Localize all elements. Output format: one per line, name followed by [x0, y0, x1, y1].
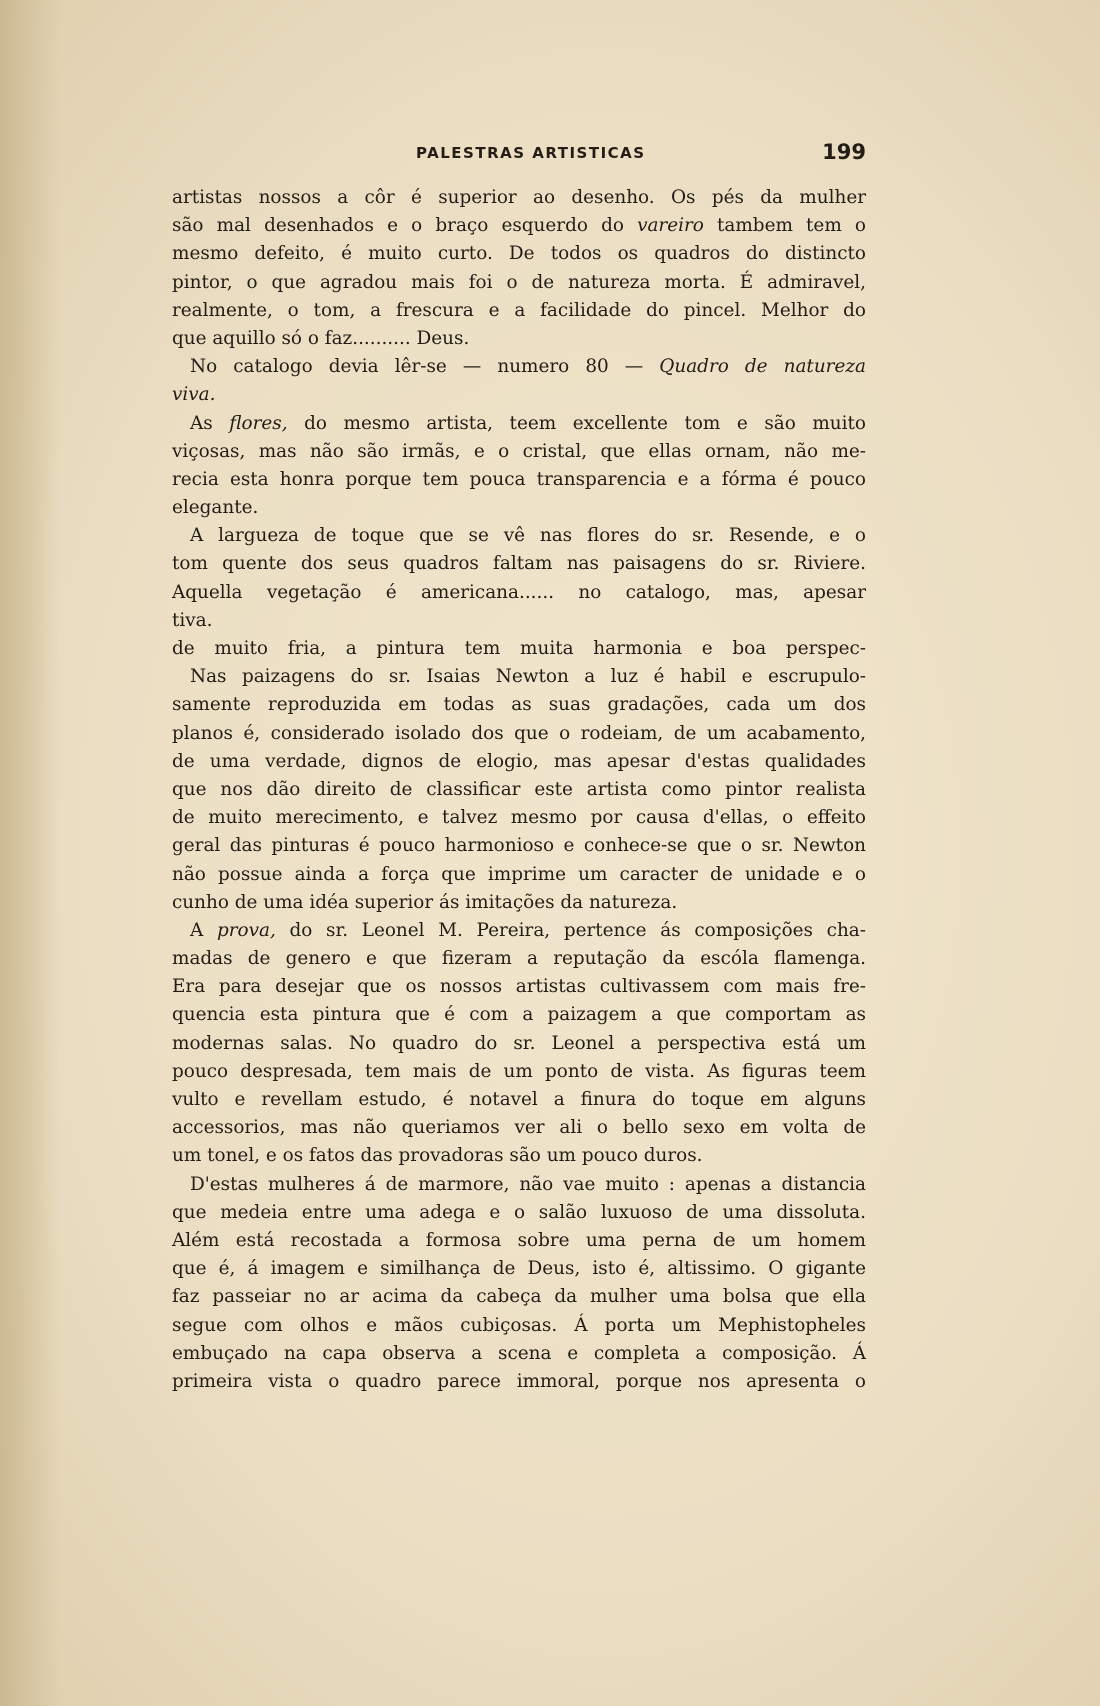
- text-line: Além está recostada a formosa sobre uma perna de um homem: [172, 1229, 866, 1251]
- running-title: PALESTRAS ARTISTICAS: [416, 144, 646, 162]
- text-line: viva.: [172, 384, 216, 406]
- text-line: A prova, do sr. Leonel M. Pereira, pertence ás composições cha-: [190, 919, 866, 941]
- text-line: pouco despresada, tem mais de um ponto de vista. As figuras teem: [172, 1060, 866, 1082]
- text-line: quencia esta pintura que é com a paizagem a que comportam as: [172, 1004, 866, 1026]
- text-line: modernas salas. No quadro do sr. Leonel a perspectiva está um: [172, 1032, 866, 1054]
- text-line: As flores, do mesmo artista, teem excellente tom e são muito: [190, 412, 866, 434]
- text-line: que aquillo só o faz.......... Deus.: [172, 327, 470, 349]
- text-line: que é, á imagem e similhança de Deus, isto é, altissimo. O gigante: [172, 1258, 866, 1280]
- text-line: de uma verdade, dignos de elogio, mas apesar d'estas qualidades: [172, 750, 866, 772]
- text-line: pintor, o que agradou mais foi o de natureza morta. É admiravel,: [172, 271, 866, 293]
- text-line: de muito merecimento, e talvez mesmo por causa d'ellas, o effeito: [172, 807, 866, 829]
- text-line: faz passeiar no ar acima da cabeça da mulher uma bolsa que ella: [172, 1286, 866, 1308]
- text-line: viçosas, mas não são irmãs, e o cristal, que ellas ornam, não me-: [172, 440, 866, 462]
- text-line: accessorios, mas não queriamos ver ali o bello sexo em volta de: [172, 1117, 866, 1139]
- text-line: primeira vista o quadro parece immoral, porque nos apresenta o: [172, 1370, 866, 1392]
- text-line: samente reproduzida em todas as suas gradações, cada um dos: [172, 694, 866, 716]
- text-line: recia esta honra porque tem pouca transparencia e a fórma é pouco: [172, 468, 866, 490]
- text-line: embuçado na capa observa a scena e completa a composição. Á: [172, 1342, 866, 1364]
- text-line: que nos dão direito de classificar este artista como pintor realista: [172, 778, 866, 800]
- text-line: Aquella vegetação é americana...... no catalogo, mas, apesar: [172, 581, 866, 603]
- text-line: que medeia entre uma adega e o salão luxuoso de uma dissoluta.: [172, 1201, 866, 1223]
- page-gutter-shadow: [0, 0, 60, 1706]
- text-line: segue com olhos e mãos cubiçosas. Á porta um Mephistopheles: [172, 1314, 866, 1336]
- text-line: elegante.: [172, 497, 259, 519]
- text-line: artistas nossos a côr é superior ao desenho. Os pés da mulher: [172, 187, 866, 208]
- text-line: Era para desejar que os nossos artistas cultivassem com mais fre-: [172, 976, 866, 998]
- text-line: tom quente dos seus quadros faltam nas paisagens do sr. Riviere.: [172, 553, 866, 575]
- running-head: [172, 140, 866, 176]
- text-line: geral das pinturas é pouco harmonioso e conhece-se que o sr. Newton: [172, 835, 866, 857]
- text-line: No catalogo devia lêr-se — numero 80 — Quadro de natureza: [190, 356, 866, 378]
- body-text: [172, 184, 866, 1396]
- text-line: cunho de uma idéa superior ás imitações da natureza.: [172, 891, 678, 913]
- text-line: realmente, o tom, a frescura e a facilidade do pincel. Melhor do: [172, 299, 866, 321]
- text-line: D'estas mulheres á de marmore, não vae muito : apenas a distancia: [190, 1173, 866, 1195]
- text-line: Nas paizagens do sr. Isaias Newton a luz é habil e escrupulo-: [190, 666, 866, 688]
- text-line: não possue ainda a força que imprime um caracter de unidade e o: [172, 863, 866, 885]
- text-line: planos é, considerado isolado dos que o rodeiam, de um acabamento,: [172, 722, 866, 744]
- text-line: A largueza de toque que se vê nas flores do sr. Resende, e o: [190, 525, 866, 547]
- text-line: de muito fria, a pintura tem muita harmonia e boa perspec-: [172, 638, 866, 659]
- text-line: tiva.: [172, 609, 213, 631]
- text-line: vulto e revellam estudo, é notavel a finura do toque em alguns: [172, 1089, 866, 1110]
- page-number: 199: [822, 140, 866, 164]
- text-line: um tonel, e os fatos das provadoras são um pouco duros.: [172, 1145, 703, 1167]
- text-line: são mal desenhados e o braço esquerdo do vareiro tambem tem o: [172, 215, 866, 237]
- text-line: mesmo defeito, é muito curto. De todos os quadros do distincto: [172, 243, 866, 265]
- text-line: madas de genero e que fizeram a reputação da escóla flamenga.: [172, 948, 866, 970]
